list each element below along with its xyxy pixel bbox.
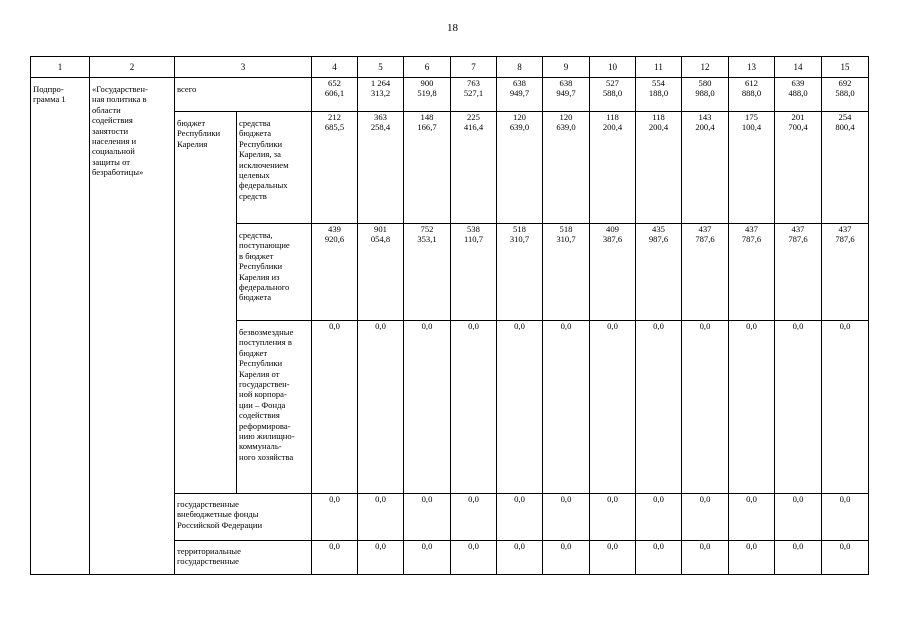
value-cell: 118 200,4 [636,112,682,224]
value-cell: 0,0 [636,494,682,541]
value-cell: 0,0 [822,321,869,494]
value-cell: 0,0 [497,321,543,494]
column-header: 11 [636,57,682,78]
column-header: 3 [175,57,312,78]
value-cell: 518 310,7 [543,224,590,321]
value-cell: 0,0 [497,541,543,575]
group-label: бюджет Республики Карелия [175,112,237,494]
value-cell: 0,0 [775,541,822,575]
value-cell: 652 606,1 [312,78,358,112]
value-cell: 0,0 [312,494,358,541]
column-header: 8 [497,57,543,78]
row-label: территориальные государственные [175,541,312,575]
value-cell: 437 787,6 [682,224,729,321]
value-cell: 0,0 [312,321,358,494]
value-cell: 638 949,7 [497,78,543,112]
value-cell: 0,0 [543,541,590,575]
row-label: средства, поступающие в бюджет Республики Карелия из федерального бюджета [237,224,312,321]
column-header: 9 [543,57,590,78]
value-cell: 612 888,0 [729,78,775,112]
column-header: 6 [404,57,451,78]
row-label: безвозмездные поступления в бюджет Республики Карелия от государствен- ной корпора- ции – Фонда содействия реформирова- нию жилищно- коммуналь- ного хозяйства [237,321,312,494]
value-cell: 0,0 [497,494,543,541]
value-cell: 0,0 [822,541,869,575]
row-label: всего [175,78,312,112]
value-cell: 0,0 [451,541,497,575]
value-cell: 0,0 [729,321,775,494]
value-cell: 439 920,6 [312,224,358,321]
value-cell: 0,0 [682,494,729,541]
value-cell: 118 200,4 [590,112,636,224]
value-cell: 254 800,4 [822,112,869,224]
page-number: 18 [447,22,458,34]
column-header: 1 [31,57,90,78]
value-cell: 0,0 [404,321,451,494]
value-cell: 0,0 [312,541,358,575]
value-cell: 0,0 [543,321,590,494]
value-cell: 580 988,0 [682,78,729,112]
value-cell: 0,0 [729,541,775,575]
value-cell: 763 527,1 [451,78,497,112]
value-cell: 554 188,0 [636,78,682,112]
value-cell: 1 264 313,2 [358,78,404,112]
value-cell: 0,0 [404,494,451,541]
value-cell: 0,0 [682,541,729,575]
value-cell: 409 387,6 [590,224,636,321]
value-cell: 0,0 [775,494,822,541]
column-header: 4 [312,57,358,78]
value-cell: 0,0 [590,321,636,494]
column-number-row [31,57,869,78]
value-cell: 518 310,7 [497,224,543,321]
value-cell: 901 054,8 [358,224,404,321]
value-cell: 0,0 [404,541,451,575]
value-cell: 0,0 [451,494,497,541]
value-cell: 120 639,0 [497,112,543,224]
subprogram-cell: Подпро- грамма 1 [31,78,90,575]
value-cell: 639 488,0 [775,78,822,112]
column-header: 2 [90,57,175,78]
value-cell: 0,0 [358,541,404,575]
value-cell: 0,0 [451,321,497,494]
value-cell: 0,0 [543,494,590,541]
value-cell: 143 200,4 [682,112,729,224]
subprogram-title-cell: «Государствен- ная политика в области содействия занятости населения и социальной защиты от безработицы» [90,78,175,575]
value-cell: 175 100,4 [729,112,775,224]
value-cell: 900 519,8 [404,78,451,112]
column-header: 14 [775,57,822,78]
value-cell: 225 416,4 [451,112,497,224]
value-cell: 0,0 [636,541,682,575]
value-cell: 538 110,7 [451,224,497,321]
column-header: 12 [682,57,729,78]
column-header: 5 [358,57,404,78]
value-cell: 0,0 [775,321,822,494]
value-cell: 363 258,4 [358,112,404,224]
value-cell: 437 787,6 [775,224,822,321]
column-header: 15 [822,57,869,78]
value-cell: 752 353,1 [404,224,451,321]
value-cell: 0,0 [822,494,869,541]
value-cell: 692 588,0 [822,78,869,112]
value-cell: 0,0 [682,321,729,494]
budget-table [30,56,869,575]
value-cell: 0,0 [636,321,682,494]
value-cell: 120 639,0 [543,112,590,224]
value-cell: 0,0 [590,494,636,541]
value-cell: 527 588,0 [590,78,636,112]
value-cell: 212 685,5 [312,112,358,224]
value-cell: 638 949,7 [543,78,590,112]
value-cell: 148 166,7 [404,112,451,224]
value-cell: 0,0 [590,541,636,575]
row-label: государственные внебюджетные фонды Российской Федерации [175,494,312,541]
value-cell: 0,0 [358,494,404,541]
value-cell: 201 700,4 [775,112,822,224]
column-header: 13 [729,57,775,78]
column-header: 10 [590,57,636,78]
value-cell: 437 787,6 [729,224,775,321]
value-cell: 435 987,6 [636,224,682,321]
row-label: средства бюджета Республики Карелия, за исключением целевых федеральных средств [237,112,312,224]
column-header: 7 [451,57,497,78]
value-cell: 0,0 [358,321,404,494]
table-row [31,78,869,112]
value-cell: 437 787,6 [822,224,869,321]
value-cell: 0,0 [729,494,775,541]
